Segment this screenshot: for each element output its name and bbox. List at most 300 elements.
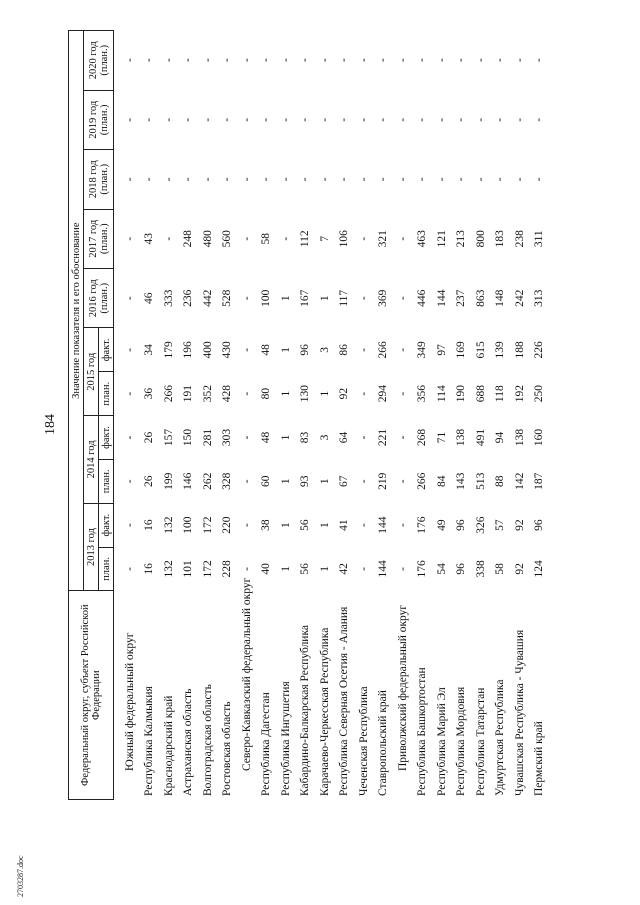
value-cell: 213 (455, 230, 468, 248)
value-cell: - (201, 117, 214, 122)
table-row (335, 31, 355, 800)
value-cell: 369 (377, 289, 390, 307)
table-row (510, 31, 530, 800)
fact-header: факт. (99, 416, 114, 460)
value-cell: - (299, 117, 312, 122)
table-row (315, 31, 335, 800)
value-cell: 266 (377, 341, 390, 359)
value-cell: 7 (318, 235, 331, 242)
value-cell: 100 (182, 516, 195, 534)
value-cell: - (416, 177, 429, 182)
value-cell: 130 (299, 385, 312, 403)
page-number: 184 (43, 414, 58, 435)
value-cell: 132 (162, 516, 175, 534)
region-name: Кабардино-Балкарская Республика (299, 625, 312, 796)
value-cell: 615 (474, 341, 487, 359)
value-cell: - (455, 58, 468, 62)
table-row (140, 31, 160, 800)
value-cell: - (318, 58, 331, 62)
value-cell: - (396, 58, 409, 62)
value-cell: 150 (182, 428, 195, 447)
value-cell: - (455, 117, 468, 122)
value-cell: - (240, 177, 253, 182)
value-cell: - (123, 177, 136, 182)
value-cell: 41 (338, 519, 351, 531)
year-2015-header: 2015 год (84, 328, 99, 416)
value-cell: 148 (494, 289, 507, 307)
value-cell: - (221, 117, 234, 122)
value-cell: 142 (513, 472, 526, 490)
value-cell: - (357, 435, 370, 440)
region-name: Краснодарский край (162, 695, 175, 796)
value-cell: - (396, 391, 409, 396)
value-cell: 183 (494, 230, 507, 248)
value-cell: - (377, 117, 390, 122)
value-cell: 144 (377, 516, 390, 534)
value-cell: 118 (494, 385, 507, 403)
value-cell: 132 (162, 560, 175, 578)
value-cell: 26 (143, 431, 156, 444)
value-cell: 60 (260, 475, 273, 488)
table-row (374, 31, 394, 800)
value-cell: - (123, 523, 136, 528)
value-cell: - (123, 479, 136, 484)
value-cell: 352 (201, 385, 214, 403)
value-cell: 1 (318, 478, 331, 485)
value-cell: 94 (494, 431, 507, 444)
value-cell: 333 (162, 289, 175, 307)
region-name: Волгоградская область (201, 684, 214, 796)
value-cell: - (260, 58, 273, 62)
year-2018-header: 2018 год (план.) (84, 150, 114, 209)
value-cell: 294 (377, 385, 390, 403)
value-cell: - (513, 58, 526, 62)
value-cell: - (533, 177, 546, 182)
value-cell: 191 (182, 385, 195, 403)
table-row (530, 31, 550, 800)
value-cell: 88 (494, 475, 507, 488)
indicator-table (68, 30, 549, 800)
value-cell: - (416, 117, 429, 122)
document-id: 2703287.doc (16, 855, 25, 897)
region-name: Республика Мордовия (455, 686, 468, 796)
value-cell: 268 (416, 428, 429, 447)
value-cell: - (357, 58, 370, 62)
value-cell: - (240, 347, 253, 352)
district-name: Приволжский федеральный округ (396, 604, 409, 771)
value-cell: 313 (533, 289, 546, 307)
table-row (257, 31, 277, 800)
table-row (179, 31, 199, 800)
plan-header: план. (99, 459, 114, 503)
value-cell: 1 (279, 390, 292, 397)
value-cell: - (279, 58, 292, 62)
value-cell: 138 (513, 428, 526, 447)
value-cell: 400 (201, 341, 214, 359)
value-cell: - (396, 435, 409, 440)
value-cell: 226 (533, 341, 546, 359)
value-cell: 266 (416, 472, 429, 490)
value-cell: - (396, 296, 409, 301)
value-cell: - (396, 117, 409, 122)
value-cell: - (357, 236, 370, 241)
value-cell: 463 (416, 230, 429, 248)
value-cell: 1 (318, 295, 331, 302)
value-cell: 3 (318, 346, 331, 353)
value-cell: 1 (279, 566, 292, 572)
value-cell: 100 (260, 289, 273, 307)
value-cell: 1 (318, 522, 331, 528)
value-cell: 221 (377, 428, 390, 447)
value-cell: - (396, 177, 409, 182)
region-name: Республика Марий Эл (435, 687, 448, 796)
value-cell: 800 (474, 230, 487, 248)
fact-header: факт. (99, 503, 114, 547)
value-cell: 236 (182, 289, 195, 307)
value-cell: 36 (143, 387, 156, 400)
region-name: Республика Ингушетия (279, 681, 292, 796)
value-cell: - (123, 567, 136, 571)
value-cell: - (396, 236, 409, 241)
value-cell: 26 (143, 475, 156, 488)
value-cell: - (318, 117, 331, 122)
value-cell: 124 (533, 560, 546, 578)
value-cell: 219 (377, 472, 390, 490)
year-2020-header: 2020 год (план.) (84, 31, 114, 91)
value-cell: - (182, 58, 195, 62)
value-cell: - (357, 347, 370, 352)
value-cell: 83 (299, 431, 312, 444)
value-cell: 92 (513, 563, 526, 575)
value-cell: 56 (299, 563, 312, 575)
value-cell: 56 (299, 519, 312, 531)
value-cell: - (240, 58, 253, 62)
value-cell: - (201, 177, 214, 182)
value-cell: - (416, 58, 429, 62)
value-cell: - (396, 523, 409, 528)
value-cell: - (338, 117, 351, 122)
district-name: Южный федеральный округ (123, 632, 136, 771)
value-cell: - (377, 58, 390, 62)
value-cell: 139 (494, 341, 507, 359)
value-cell: 446 (416, 289, 429, 307)
table-row (159, 31, 179, 800)
value-cell: 1 (279, 434, 292, 441)
value-cell: - (162, 177, 175, 182)
year-2013-header: 2013 год (84, 503, 99, 591)
value-cell: 92 (338, 387, 351, 400)
value-cell: 38 (260, 519, 273, 531)
value-cell: 92 (513, 519, 526, 531)
value-cell: - (123, 117, 136, 122)
table-row (452, 31, 472, 800)
value-cell: - (123, 58, 136, 62)
value-cell: - (143, 58, 156, 62)
year-2017-header: 2017 год (план.) (84, 209, 114, 268)
value-cell: 101 (182, 560, 195, 578)
value-cell: 172 (201, 560, 214, 578)
value-cell: 172 (201, 516, 214, 534)
district-row (393, 31, 413, 800)
value-cell: - (240, 567, 253, 571)
value-cell: 349 (416, 341, 429, 359)
value-cell: 121 (435, 230, 448, 248)
value-cell: - (260, 117, 273, 122)
value-cell: - (338, 58, 351, 62)
value-cell: - (396, 347, 409, 352)
fact-header: факт. (99, 328, 114, 372)
value-cell: - (240, 236, 253, 241)
value-cell: - (513, 177, 526, 182)
value-cell: - (240, 117, 253, 122)
value-cell: 238 (513, 230, 526, 248)
value-cell: 190 (455, 385, 468, 403)
value-cell: 242 (513, 289, 526, 307)
value-cell: 48 (260, 431, 273, 444)
value-cell: - (123, 435, 136, 440)
value-cell: 144 (435, 289, 448, 307)
value-cell: 321 (377, 230, 390, 248)
value-cell: 169 (455, 341, 468, 359)
value-cell: 188 (513, 341, 526, 359)
year-2019-header: 2019 год (план.) (84, 90, 114, 149)
value-cell: 176 (416, 516, 429, 534)
region-name: Ростовская область (221, 701, 234, 796)
value-cell: - (357, 567, 370, 571)
value-cell: 326 (474, 516, 487, 534)
value-cell: 58 (494, 563, 507, 575)
region-name: Республика Калмыкия (143, 686, 156, 796)
region-name: Чувашская Республика - Чувашия (513, 629, 526, 796)
value-cell: 1 (318, 566, 331, 572)
value-cell: - (494, 117, 507, 122)
value-cell: - (396, 479, 409, 484)
value-cell: 356 (416, 385, 429, 403)
value-cell: - (123, 347, 136, 352)
value-cell: 250 (533, 385, 546, 403)
value-cell: - (357, 523, 370, 528)
value-cell: 262 (201, 472, 214, 490)
value-cell: 34 (143, 344, 156, 356)
value-cell: 96 (455, 519, 468, 531)
value-cell: 42 (338, 563, 351, 575)
table-row (432, 31, 452, 800)
value-cell: 3 (318, 434, 331, 441)
value-cell: - (279, 117, 292, 122)
value-cell: 1 (279, 295, 292, 302)
value-cell: 491 (474, 428, 487, 447)
value-cell: 49 (435, 519, 448, 531)
value-cell: - (201, 58, 214, 62)
value-cell: 167 (299, 289, 312, 307)
value-cell: 40 (260, 563, 273, 575)
value-cell: 281 (201, 428, 214, 447)
value-cell: 220 (221, 516, 234, 534)
value-cell: 176 (416, 560, 429, 578)
value-cell: - (182, 177, 195, 182)
value-cell: 863 (474, 289, 487, 307)
value-cell: 144 (377, 560, 390, 578)
value-cell: - (455, 177, 468, 182)
value-cell: - (513, 117, 526, 122)
region-name: Республика Северная Осетия - Алания (338, 606, 351, 796)
value-cell: - (123, 391, 136, 396)
value-cell: - (182, 117, 195, 122)
value-cell: 93 (299, 475, 312, 488)
value-cell: 54 (435, 563, 448, 575)
value-cell: 96 (299, 344, 312, 356)
value-cell: - (162, 117, 175, 122)
value-cell: 237 (455, 289, 468, 307)
value-cell: - (162, 236, 175, 241)
value-cell: 86 (338, 344, 351, 356)
region-name: Чеченская Республика (357, 686, 370, 796)
value-cell: 428 (221, 385, 234, 403)
value-cell: 196 (182, 341, 195, 359)
table-row (198, 31, 218, 800)
value-cell: 179 (162, 341, 175, 359)
value-cell: - (357, 296, 370, 301)
value-cell: - (162, 58, 175, 62)
value-cell: 528 (221, 289, 234, 307)
value-cell: - (357, 117, 370, 122)
value-cell: 138 (455, 428, 468, 447)
value-cell: 112 (299, 230, 312, 248)
value-cell: 1 (279, 346, 292, 353)
value-cell: 266 (162, 385, 175, 403)
value-cell: - (435, 177, 448, 182)
table-body (114, 31, 550, 800)
value-cell: 430 (221, 341, 234, 359)
value-cell: - (435, 58, 448, 62)
value-cell: - (533, 117, 546, 122)
value-cell: 157 (162, 428, 175, 447)
value-cell: - (474, 177, 487, 182)
value-cell: 57 (494, 519, 507, 531)
value-cell: - (240, 296, 253, 301)
value-cell: 338 (474, 560, 487, 578)
value-cell: 160 (533, 428, 546, 447)
region-name: Республика Башкортостан (416, 667, 429, 796)
value-cell: - (474, 58, 487, 62)
table-row (276, 31, 296, 800)
value-cell: 64 (338, 431, 351, 444)
value-cell: 560 (221, 230, 234, 248)
value-cell: 97 (435, 344, 448, 356)
table-row (296, 31, 316, 800)
value-cell: - (357, 177, 370, 182)
year-2014-header: 2014 год (84, 416, 99, 504)
value-cell: - (279, 236, 292, 241)
region-column-header: Федеральный округ, субъект Российской Федерации (69, 591, 114, 800)
value-cell: 146 (182, 472, 195, 490)
value-cell: 106 (338, 230, 351, 248)
value-cell: 688 (474, 385, 487, 403)
value-cell: 16 (143, 519, 156, 531)
year-2016-header: 2016 год (план.) (84, 268, 114, 327)
region-name: Удмуртская Республика (494, 679, 507, 796)
value-cell: - (494, 177, 507, 182)
value-cell: 328 (221, 472, 234, 490)
value-cell: 248 (182, 230, 195, 248)
table-row (354, 31, 374, 800)
value-cell: 1 (318, 390, 331, 397)
table-row (413, 31, 433, 800)
table-row (471, 31, 491, 800)
plan-header: план. (99, 547, 114, 591)
value-cell: - (494, 58, 507, 62)
district-row (237, 31, 257, 800)
region-name: Республика Дагестан (260, 692, 273, 796)
value-cell: 71 (435, 431, 448, 444)
value-cell: - (240, 391, 253, 396)
value-cell: 117 (338, 289, 351, 307)
indicator-header: Значение показателя и его обоснование (69, 31, 84, 591)
value-cell: 48 (260, 344, 273, 356)
value-cell: - (143, 177, 156, 182)
value-cell: - (474, 117, 487, 122)
region-name: Республика Татарстан (474, 687, 487, 796)
region-name: Ставропольский край (377, 690, 390, 796)
value-cell: - (221, 177, 234, 182)
value-cell: - (318, 177, 331, 182)
value-cell: - (533, 58, 546, 62)
value-cell: 192 (513, 385, 526, 403)
value-cell: - (299, 177, 312, 182)
value-cell: 67 (338, 475, 351, 488)
value-cell: 114 (435, 385, 448, 403)
value-cell: - (377, 177, 390, 182)
value-cell: - (357, 479, 370, 484)
value-cell: - (435, 117, 448, 122)
value-cell: - (299, 58, 312, 62)
value-cell: 43 (143, 233, 156, 245)
value-cell: 513 (474, 472, 487, 490)
plan-header: план. (99, 372, 114, 416)
table-row (218, 31, 238, 800)
value-cell: 228 (221, 560, 234, 578)
value-cell: - (260, 177, 273, 182)
region-name: Карачаево-Черкесская Республика (318, 627, 331, 796)
value-cell: 187 (533, 472, 546, 490)
value-cell: 199 (162, 472, 175, 490)
value-cell: - (221, 58, 234, 62)
value-cell: - (279, 177, 292, 182)
district-row (114, 31, 140, 800)
value-cell: 96 (533, 519, 546, 531)
value-cell: 143 (455, 472, 468, 490)
value-cell: 58 (260, 233, 273, 245)
value-cell: - (143, 117, 156, 122)
value-cell: - (338, 177, 351, 182)
value-cell: 1 (279, 478, 292, 485)
value-cell: 480 (201, 230, 214, 248)
value-cell: - (396, 567, 409, 571)
table-row (491, 31, 511, 800)
value-cell: 311 (533, 230, 546, 248)
value-cell: 303 (221, 428, 234, 447)
value-cell: 96 (455, 563, 468, 575)
district-name: Северо-Кавказский федеральный округ (240, 577, 253, 771)
value-cell: - (123, 296, 136, 301)
value-cell: - (357, 391, 370, 396)
value-cell: - (240, 435, 253, 440)
value-cell: 46 (143, 292, 156, 304)
value-cell: 80 (260, 387, 273, 400)
region-name: Астраханская область (182, 688, 195, 796)
value-cell: 442 (201, 289, 214, 307)
value-cell: 16 (143, 563, 156, 575)
